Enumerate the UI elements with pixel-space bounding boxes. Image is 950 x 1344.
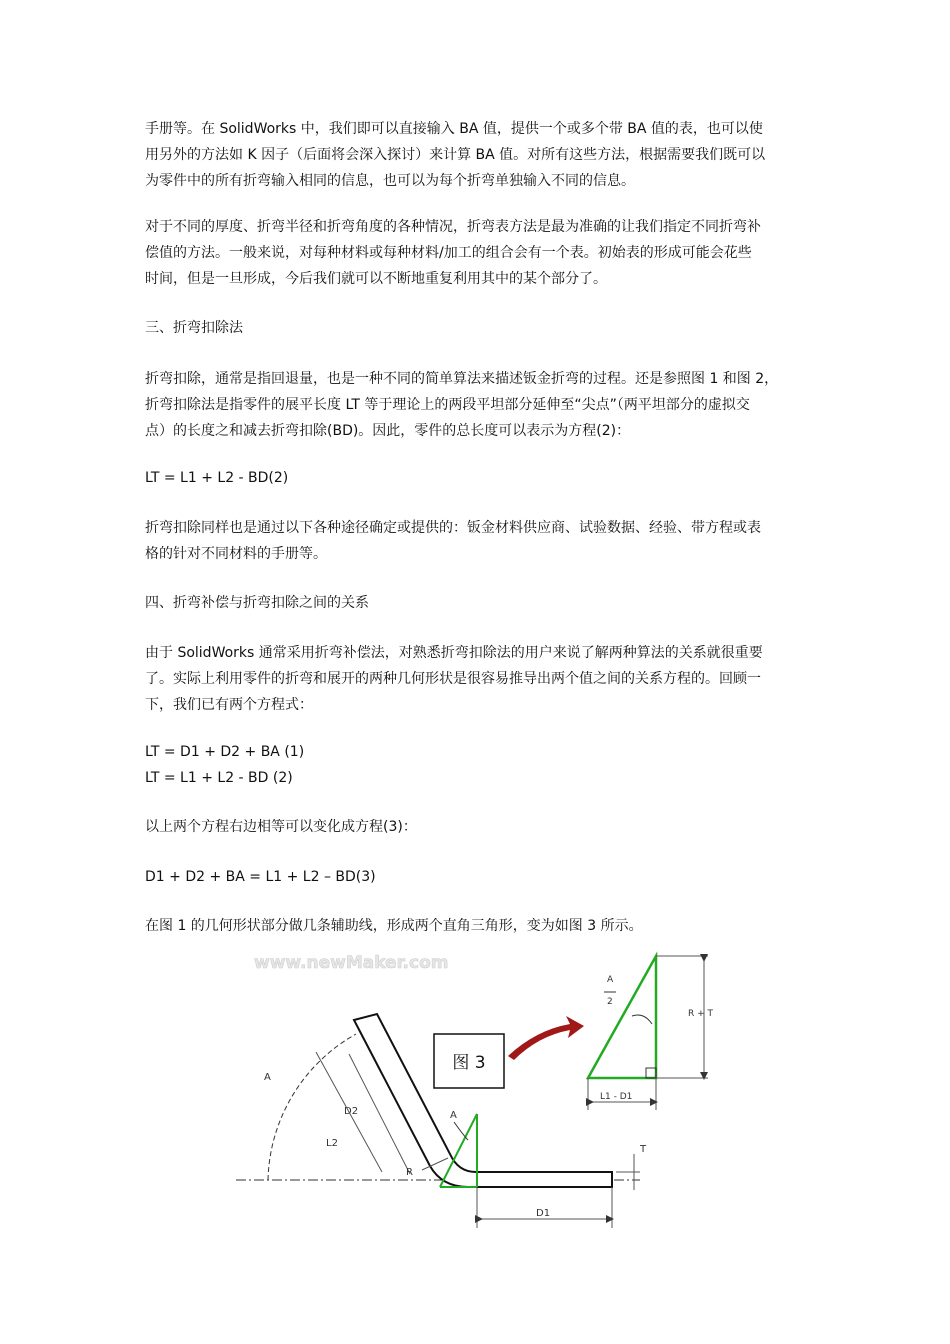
- label-l2: L2: [326, 1138, 338, 1149]
- label-l1-minus-d1: L1 - D1: [600, 1092, 633, 1102]
- p2-line-1: 对于不同的厚度、折弯半径和折弯角度的各种情况，折弯表方法是最为准确的让我们指定不同折弯补: [145, 219, 761, 235]
- paragraph-8: [145, 640, 813, 718]
- figure-3-diagram: [236, 944, 720, 1228]
- p10-line-1: 以上两个方程右边相等可以变化成方程(3)：: [145, 819, 417, 835]
- p1-line-1: 手册等。在 SolidWorks 中，我们即可以直接输入 BA 值，提供一个或多个带 BA 值的表，也可以使: [145, 121, 763, 137]
- equation-1-text: LT = D1 + D2 + BA (1): [145, 744, 305, 760]
- equation-2b-text: LT = L1 + L2 - BD (2): [145, 770, 293, 786]
- p1-line-2: 用另外的方法如 K 因子（后面将会深入探讨）来计算 BA 值。对所有这些方法，根据需要我们既可以: [145, 147, 766, 163]
- label-r: R: [406, 1167, 413, 1178]
- equation-2: [145, 465, 813, 491]
- paragraph-1: [145, 116, 813, 194]
- inner-angle-arc: [454, 1122, 468, 1140]
- label-a-outer: A: [264, 1072, 271, 1083]
- p1-line-3: 为零件中的所有折弯输入相同的信息，也可以为每个折弯单独输入不同的信息。: [145, 173, 635, 189]
- heading-bend-deduction: 三、折弯扣除法: [145, 320, 243, 336]
- label-d1: D1: [536, 1208, 551, 1219]
- label-a-inner: A: [450, 1110, 457, 1121]
- p8-line-2: 了。实际上利用零件的折弯和展开的两种几何形状是很容易推导出两个值之间的关系方程的。回顾一: [145, 671, 761, 687]
- section-heading-3: [145, 315, 813, 341]
- heading-relation: 四、折弯补偿与折弯扣除之间的关系: [145, 595, 369, 611]
- delta-angle-arc: [632, 1015, 652, 1024]
- equation-2-text: LT = L1 + L2 - BD(2): [145, 470, 289, 486]
- p8-line-3: 下，我们已有两个方程式：: [145, 697, 313, 713]
- label-r-plus-t: R + T: [688, 1009, 714, 1019]
- paragraph-10: [145, 814, 813, 840]
- p12-line-1: 在图 1 的几何形状部分做几条辅助线，形成两个直角三角形，变为如图 3 所示。: [145, 918, 643, 934]
- equation-3: [145, 864, 813, 890]
- watermark-text: www.newMaker.com: [254, 953, 449, 973]
- p4-line-1: 折弯扣除，通常是指回退量，也是一种不同的简单算法来描述钣金折弯的过程。还是参照图 1 和图 2，: [145, 371, 779, 387]
- label-delta-den: 2: [607, 997, 613, 1007]
- p2-line-2: 偿值的方法。一般来说，对每种材料或每种材料/加工的组合会有一个表。初始表的形成可能会花些: [145, 245, 752, 261]
- p2-line-3: 时间，但是一旦形成，今后我们就可以不断地重复利用其中的某个部分了。: [145, 271, 607, 287]
- label-t: T: [640, 1144, 647, 1155]
- angle-a-arc: [268, 1034, 359, 1180]
- p4-line-3: 点）的长度之和减去折弯扣除(BD)。因此，零件的总长度可以表示为方程(2)：: [145, 423, 631, 439]
- paragraph-12: [145, 913, 813, 939]
- paragraph-4: [145, 366, 813, 444]
- equation-3-text: D1 + D2 + BA = L1 + L2 – BD(3): [145, 869, 376, 885]
- label-delta-num: A: [607, 975, 614, 985]
- equations-1-2: [145, 739, 813, 791]
- paragraph-6: [145, 515, 813, 567]
- caption-text: 图 3: [452, 1053, 486, 1073]
- paragraph-2: [145, 214, 813, 292]
- right-angle-mark: [646, 1068, 656, 1078]
- dim-l2: [316, 1052, 382, 1172]
- section-heading-4: [145, 590, 813, 616]
- p6-line-1: 折弯扣除同样也是通过以下各种途径确定或提供的：钣金材料供应商、试验数据、经验、带方程或表: [145, 520, 761, 536]
- red-arrow-icon: [508, 1016, 584, 1060]
- label-d2: D2: [344, 1106, 359, 1117]
- p4-line-2: 折弯扣除法是指零件的展平长度 LT 等于理论上的两段平坦部分延伸至“尖点”（两平坦部分的虚拟交: [145, 397, 750, 413]
- p8-line-1: 由于 SolidWorks 通常采用折弯补偿法，对熟悉折弯扣除法的用户来说了解两种算法的关系就很重要: [145, 645, 763, 661]
- p6-line-2: 格的针对不同材料的手册等。: [145, 546, 327, 562]
